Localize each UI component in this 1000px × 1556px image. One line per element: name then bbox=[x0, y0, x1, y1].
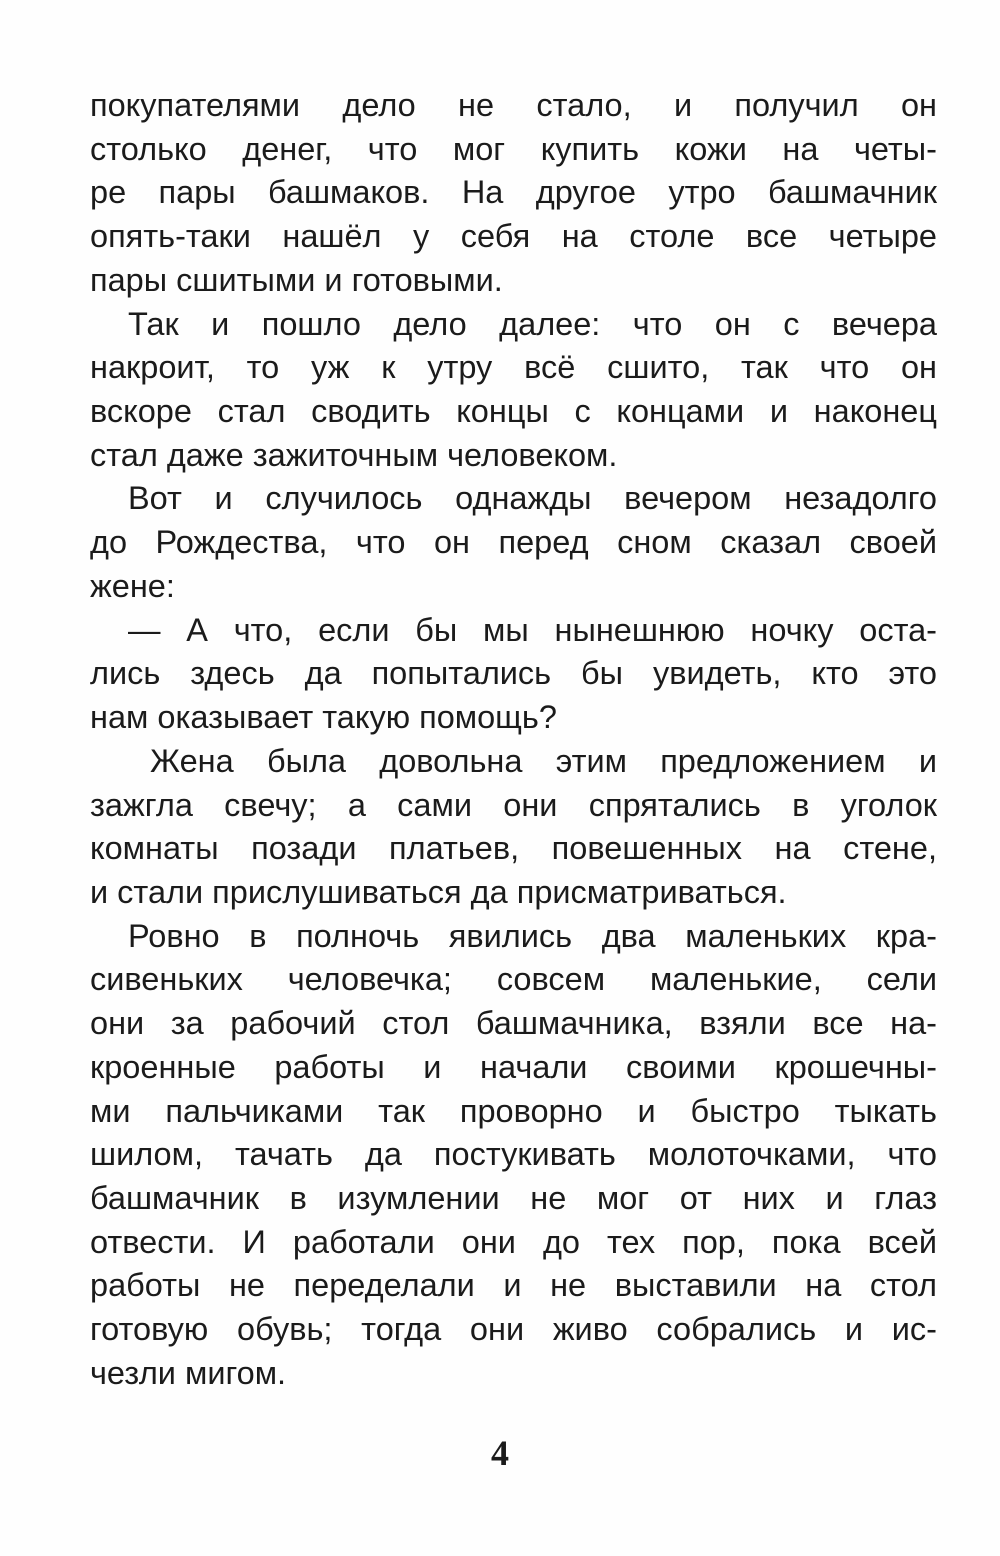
text-line: они за рабочий стол башмачника, взяли все на- bbox=[90, 1005, 937, 1042]
text-line: и стали прислушиваться да присматриваться. bbox=[90, 873, 787, 910]
text-line: Вот и случилось однажды вечером незадолго bbox=[128, 480, 937, 517]
text-line: отвести. И работали они до тех пор, пока всей bbox=[90, 1223, 937, 1260]
text-line: кроенные работы и начали своими крошечны- bbox=[90, 1048, 937, 1085]
text-line: комнаты позади платьев, повешенных на стене, bbox=[90, 830, 937, 867]
text-line: вскоре стал сводить концы с концами и наконец bbox=[90, 393, 937, 430]
text-line: стал даже зажиточным человеком. bbox=[90, 436, 618, 473]
text-line: пары сшитыми и готовыми. bbox=[90, 261, 503, 298]
text-line: лись здесь да попытались бы увидеть, кто это bbox=[90, 655, 937, 692]
text-line: башмачник в изумлении не мог от них и глаз bbox=[90, 1180, 937, 1216]
text-line: ре пары башмаков. На другое утро башмачник bbox=[90, 174, 937, 211]
text-line: до Рождества, что он перед сном сказал своей bbox=[90, 524, 937, 561]
text-line: работы не переделали и не выставили на стол bbox=[90, 1267, 937, 1304]
text-line: нам оказывает такую помощь? bbox=[90, 699, 557, 736]
text-line: готовую обувь; тогда они живо собрались и ис- bbox=[90, 1311, 937, 1348]
text-line: зажгла свечу; а сами они спрятались в уголок bbox=[90, 786, 937, 823]
text-line: накроит, то уж к утру всё сшито, так что он bbox=[90, 349, 937, 386]
text-line: опять-таки нашёл у себя на столе все четыре bbox=[90, 218, 937, 255]
text-line: сивеньких человечка; совсем маленькие, сели bbox=[90, 961, 937, 998]
text-line: Так и пошло дело далее: что он с вечера bbox=[128, 305, 937, 342]
text-line: Жена была довольна этим предложением и bbox=[150, 742, 937, 779]
text-line: столько денег, что мог купить кожи на четы- bbox=[90, 130, 937, 167]
page-number: 4 bbox=[491, 1433, 509, 1473]
text-line: Ровно в полночь явились два маленьких кра- bbox=[128, 917, 937, 954]
text-line: ми пальчиками так проворно и быстро тыкать bbox=[90, 1092, 937, 1129]
text-line: покупателями дело не стало, и получил он bbox=[90, 87, 937, 123]
text-line: жене: bbox=[90, 567, 175, 604]
text-line: — А что, если бы мы нынешнюю ночку оста- bbox=[128, 611, 937, 648]
text-line: чезли мигом. bbox=[90, 1354, 287, 1391]
text-line: шилом, тачать да постукивать молоточками, что bbox=[90, 1136, 937, 1173]
